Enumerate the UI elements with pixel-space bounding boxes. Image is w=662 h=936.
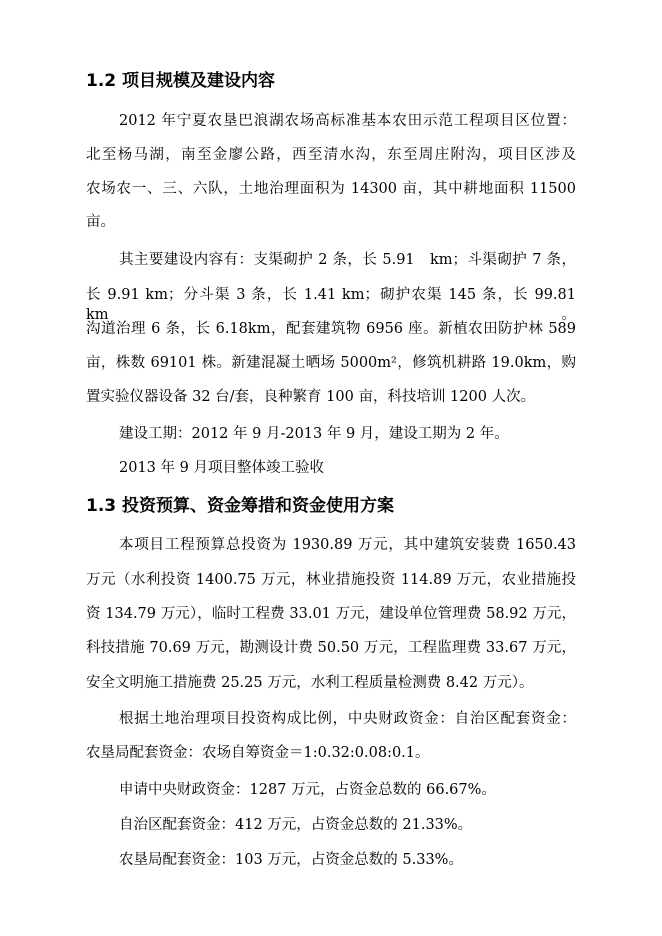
- s12-p1-line1: 2012 年宁夏农垦巴浪湖农场高标准基本农田示范工程项目区位置：: [119, 113, 576, 129]
- section-1-3-heading: 1.3 投资预算、资金筹措和资金使用方案: [86, 496, 395, 516]
- s12-p4: 2013 年 9 月项目整体竣工验收: [119, 460, 324, 476]
- section-1-2-heading: 1.2 项目规模及建设内容: [86, 71, 276, 91]
- s12-p1-line3: 农场农一、三、六队，土地治理面积为 14300 亩，其中耕地面积 11500: [86, 181, 576, 197]
- s13-p2-line2: 农垦局配套资金：农场自筹资金＝1:0.32:0.08:0.1。: [86, 745, 430, 761]
- s13-p2-line1: 根据土地治理项目投资构成比例，中央财政资金：自治区配套资金：: [119, 711, 576, 727]
- s12-p2-line2: 长 9.91 km；分斗渠 3 条，长 1.41 km；砌护农渠 145 条，长 99.81 km。: [86, 287, 576, 323]
- s12-p2-line4: 亩，株数 69101 株。新建混凝土晒场 5000m²，修筑机耕路 19.0km，购: [86, 355, 576, 371]
- s12-p2-line3: 沟道治理 6 条，长 6.18km，配套建筑物 6956 座。新植农田防护林 589: [86, 321, 576, 337]
- s12-p1-line2: 北至杨马湖，南至金廖公路，西至清水沟，东至周庄附沟，项目区涉及: [86, 147, 576, 163]
- s12-p2-line5: 置实验仪器设备 32 台/套，良种繁育 100 亩，科技培训 1200 人次。: [86, 389, 536, 405]
- s13-p1-line3: 资 134.79 万元），临时工程费 33.01 万元，建设单位管理费 58.92 万元，: [86, 606, 576, 622]
- s13-p3: 申请中央财政资金：1287 万元，占资金总数的 66.67%。: [119, 782, 496, 798]
- s13-p4: 自治区配套资金：412 万元，占资金总数的 21.33%。: [119, 817, 473, 833]
- s13-p1-line4: 科技措施 70.69 万元，勘测设计费 50.50 万元，工程监理费 33.67 万元，: [86, 640, 576, 656]
- s12-p1-line4: 亩。: [86, 214, 115, 230]
- s13-p5: 农垦局配套资金：103 万元，占资金总数的 5.33%。: [119, 852, 463, 868]
- s13-p1-line1: 本项目工程预算总投资为 1930.89 万元，其中建筑安装费 1650.43: [119, 537, 576, 553]
- s12-p3: 建设工期：2012 年 9 月-2013 年 9 月，建设工期为 2 年。: [119, 426, 509, 442]
- s12-p2-line1: 其主要建设内容有：支渠砌护 2 条，长 5.91 km；斗渠砌护 7 条，: [119, 252, 576, 268]
- s13-p1-line2: 万元（水利投资 1400.75 万元，林业措施投资 114.89 万元，农业措施投: [86, 572, 576, 588]
- s13-p1-line5: 安全文明施工措施费 25.25 万元，水利工程质量检测费 8.42 万元）。: [86, 675, 534, 691]
